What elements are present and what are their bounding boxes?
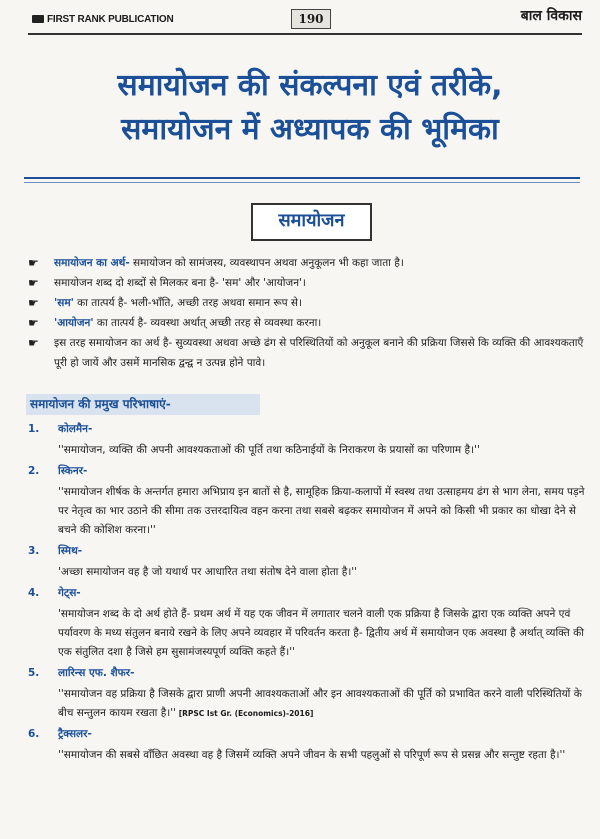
definition-number: 5. [28,667,40,679]
definition-author: ट्रैक्सलर- [58,728,92,740]
list-item: ☛ 'सम' का तात्पर्य है- भली-भाँति, अच्छी तरह अथवा समान रूप से। [28,293,588,313]
citation: [RPSC Ist Gr. (Economics)-2016] [176,709,314,718]
pointing-hand-icon: ☛ [28,256,39,270]
list-item: ☛ समायोजन शब्द दो शब्दों से मिलकर बना है- 'सम' और 'आयोजन'। [28,273,588,293]
title-divider [24,177,580,179]
definition-number: 1. [28,423,40,435]
list-item: ☛ 'आयोजन' का तात्पर्य है- व्यवस्था अर्थात् अच्छी तरह से व्यवस्था करना। [28,313,588,333]
book-title: बाल विकास [520,8,582,24]
definition-number: 6. [28,728,40,740]
definition-number: 3. [28,545,40,557]
definition-item [28,542,588,582]
definition-number: 4. [28,587,40,599]
definition-quote: ''समायोजन, व्यक्ति की अपनी आवश्यकताओं की पूर्ति तथा कठिनाईयों के निराकरण के प्रयासों का परिणाम है।'' [58,444,480,456]
header-divider [28,33,582,35]
publisher-name: FIRST RANK PUBLICATION [32,14,174,25]
definition-author: गेट्स- [58,587,81,599]
definitions-list [28,420,588,767]
definition-item [28,420,588,460]
publisher-logo-icon [32,15,44,23]
list-item: ☛ समायोजन का अर्थ- समायोजन को सामंजस्य, व्यवस्थापन अथवा अनुकूलन भी कहा जाता है। [28,253,588,273]
definition-quote: ''समायोजन की सबसे वाँछित अवस्था वह है जिसमें व्यक्ति अपने जीवन के सभी पहलुओं से परिपूर्ण रूप से प्रसन्न और सन्तुष्ट रहता है।'' [58,749,566,761]
definition-author: कोलमैन- [58,423,93,435]
title-divider-thin [24,182,580,183]
definition-quote: 'समायोजन शब्द के दो अर्थ होते हैं- प्रथम अर्थ में यह एक जीवन में लगातार चलने वाली एक प्रक्रिया है जिसके द्वारा एक व्यक्ति अपने एवं पर्यावरण के मध्य संतुलन बनाये रखने के लिए अपने व्यवहार में परिवर्तन करता है- द्वितीय अर्थ में समायोजन एक अवस्था है अर्थात् व्यक्ति की एक संतुलित दशा है जिसे हम सुसामंजस्यपूर्ण व्यक्ति कहते हैं।'' [58,608,584,658]
list-item: ☛ इस तरह समायोजन का अर्थ है- सुव्यवस्था अथवा अच्छे ढंग से परिस्थितियों को अनुकूल बनाने की प्रक्रिया जिससे कि व्यक्ति की आवश्यकताएँ पूरी हो जायें और उसमें मानसिक द्वन्द्व न उत्पन्न होने पावे। [28,333,588,373]
pointing-hand-icon: ☛ [28,316,39,330]
definition-item [28,725,588,765]
definitions-heading: समायोजन की प्रमुख परिभाषाएं- [26,394,260,415]
pointing-hand-icon: ☛ [28,336,39,350]
pointing-hand-icon: ☛ [28,276,39,290]
definition-author: स्किनर- [58,465,88,477]
definition-quote: ''समायोजन वह प्रक्रिया है जिसके द्वारा प्राणी अपनी आवश्यकताओं और इन आवश्यकताओं की पूर्ति को प्रभावित करने वाली परिस्थितियों के बीच सन्तुलन कायम रखता है।'' [RPSC Ist Gr. (Economics)-2016] [58,688,582,719]
definition-item [28,462,588,540]
chapter-title [36,64,584,152]
definition-number: 2. [28,465,40,477]
chapter-title-line-2: समायोजन में अध्यापक की भूमिका [121,112,499,147]
chapter-title-line-1: समायोजन की संकल्पना एवं तरीके, [117,68,503,103]
definition-quote: ''समायोजन शीर्षक के अन्तर्गत हमारा अभिप्राय इन बातों से है, सामूहिक क्रिया-कलापों में स्वस्थ तथा उत्साहमय ढंग से भाग लेना, समय पड़ने पर नेतृत्व का भार उठाने की सीमा तक उत्तरदायित्व वहन करना तथा सबसे बढ़कर समायोजन में अपने को किसी भी प्रकार का धोखा देने से बचने की कोशिश करना।'' [58,486,585,536]
definition-author: लारिन्स एफ. शैफर- [58,667,135,679]
page-number: 190 [291,9,331,29]
pointing-hand-icon: ☛ [28,296,39,310]
definition-author: स्मिथ- [58,545,83,557]
definition-item [28,584,588,662]
bullet-list [28,253,588,373]
section-heading: समायोजन [251,203,372,241]
page-header [0,0,600,34]
definition-item [28,664,588,723]
definition-quote: 'अच्छा समायोजन वह है जो यथार्थ पर आधारित तथा संतोष देने वाला होता है।'' [58,566,358,578]
